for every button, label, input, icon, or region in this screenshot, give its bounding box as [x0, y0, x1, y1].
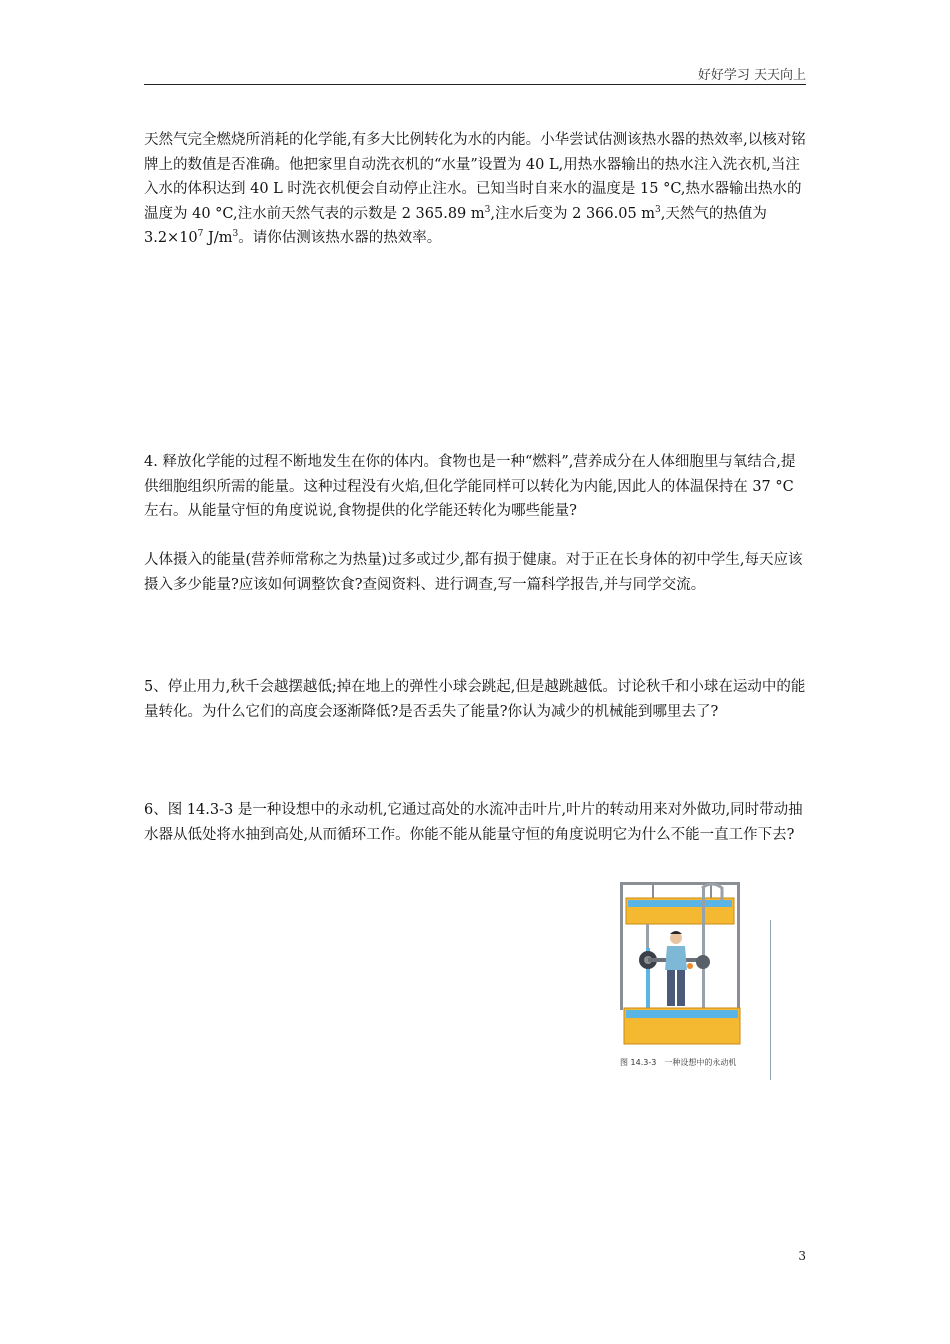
page-number: 3	[798, 1249, 806, 1263]
intro-text-3: ,天然气的热值为 3.2×10	[144, 205, 767, 246]
intro-text-5: 。请你估测该热水器的热效率。	[238, 230, 442, 246]
return-pipe	[702, 888, 705, 1008]
header-text: 好好学习 天天向上	[697, 68, 806, 83]
figure-caption: 图 14.3-3 一种设想中的永动机	[620, 1058, 737, 1067]
worker-leg	[677, 970, 685, 1006]
question-5-paragraph: 5、停止用力,秋千会越摆越低;掉在地上的弹性小球会跳起,但是越跳越低。讨论秋千和小球在运动中的能量转化。为什么它们的高度会逐渐降低?是否丢失了能量?你认为减少的机械能到哪里去了?	[144, 679, 806, 720]
frame-post-left	[620, 882, 623, 1010]
frame-hanger	[652, 882, 654, 898]
frame-top-bar	[620, 882, 740, 885]
superscript: 3	[655, 204, 661, 215]
figure-edge-line	[770, 920, 771, 1080]
sparks	[687, 963, 693, 969]
intro-text-1: 天然气完全燃烧所消耗的化学能,有多大比例转化为水的内能。小华尝试估测该热水器的热效率,以核对铭牌上的数值是否准确。他把家里自动洗衣机的“水量”设置为 40 L,用热水器输出的热水注入洗衣机,当注入水的体积达到 40 L 时洗衣机便会自动停止注水。已知当时自来水的温度是 15 °C,热水器输出热水的温度为 40 °C,注水前天然气表的示数是 2 365.89 m	[144, 132, 806, 222]
worker-leg	[667, 970, 675, 1006]
superscript: 7	[197, 229, 204, 240]
worker-hair	[670, 931, 682, 934]
pump-pulley	[696, 955, 710, 969]
superscript: 3	[484, 204, 491, 215]
question-4-followup-paragraph: 人体摄入的能量(营养师常称之为热量)过多或过少,都有损于健康。对于正在长身体的初中学生,每天应该摄入多少能量?应该如何调整饮食?查阅资料、进行调查,写一篇科学报告,并与同学交流。	[144, 552, 803, 593]
upper-tank-water	[628, 900, 732, 907]
intro-paragraph	[144, 128, 808, 251]
question-4-paragraph: 4. 释放化学能的过程不断地发生在你的体内。食物也是一种“燃料”,营养成分在人体细胞里与氧结合,提供细胞组织所需的能量。这种过程没有火焰,但化学能同样可以转化为内能,因此人的体温保持在 37 °C 左右。从能量守恒的角度说说,食物提供的化学能还转化为哪些能量?	[144, 454, 796, 519]
superscript: 3	[232, 229, 239, 240]
question-6-paragraph: 6、图 14.3-3 是一种设想中的永动机,它通过高处的水流冲击叶片,叶片的转动用来对外做功,同时带动抽水器从低处将水抽到高处,从而循环工作。你能不能从能量守恒的角度说明它为什么不能一直工作下去?	[144, 802, 803, 843]
outlet-pipe	[646, 924, 649, 948]
header-rule	[144, 84, 806, 85]
frame-post-right	[737, 882, 740, 1010]
worker-shirt	[665, 946, 687, 970]
perpetual-motion-figure	[612, 880, 782, 1080]
intro-text-4: J/m	[203, 230, 233, 246]
lower-tank-water	[626, 1010, 738, 1018]
perpetual-motion-illustration	[612, 880, 782, 1080]
intro-text-2: ,注水后变为 2 366.05 m	[490, 205, 656, 222]
